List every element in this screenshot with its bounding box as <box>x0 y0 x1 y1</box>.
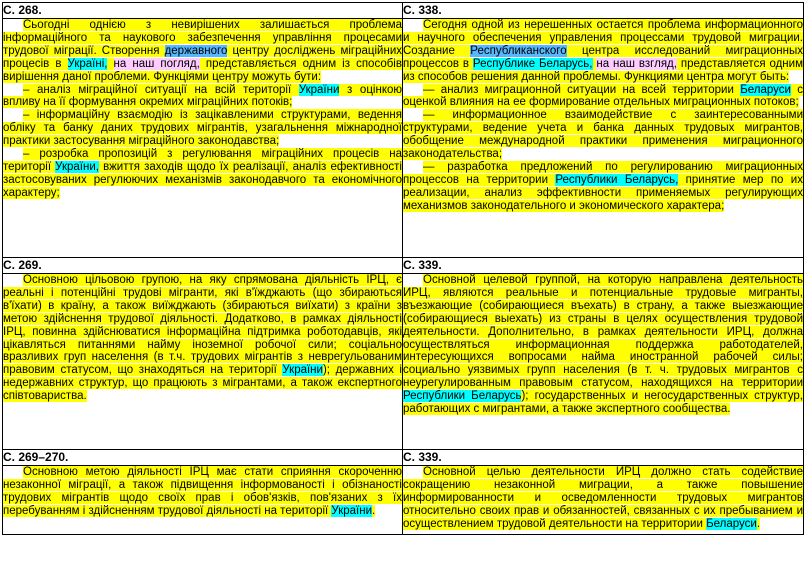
right-page-ref-1: С. 338. <box>403 3 804 19</box>
highlighted-text: ); государственных и негосударственных структур, работающих с мигрантами, а также экспертного сообщества. <box>403 390 803 416</box>
comparison-table <box>2 2 804 535</box>
country-highlight: Беларуси <box>740 83 791 96</box>
highlighted-text: Основной целевой группой, на которую направлена деятельность ИРЦ, являются реальные и потенциальные трудовые мигранты, въезжающие (собирающиеся въехать) в страну, а также выезжающие (собирающиеся выехать) из страны в целях осуществления трудовой деятельности. Дополнительно, в рамках деятельности ИРЦ, должна осуществляться информационная поддержка работодателей, интересующихся вопросами найма иностранной рабочей силы; социально уязвимых групп населения (в т. ч. трудовых мигрантов с неурегулированным правовым статусом, находящихся на территории <box>403 274 803 390</box>
left-page-ref-1: С. 268. <box>3 3 403 19</box>
right-paragraph <box>403 19 803 84</box>
right-paragraph <box>403 274 803 416</box>
highlighted-text: с оценкой влияния на ее формирование отдельных миграционных потоков; <box>403 83 803 109</box>
highlighted-text: — информационное взаимодействие с заинтересованными структурами, ведение учета и банка данных трудовых мигрантов, обобщение международной практики применения миграционного законодательства; <box>403 109 803 161</box>
left-bullet-3 <box>3 148 402 200</box>
highlighted-text: ); державних і недержавних структур, що працюють з мігрантами, а також експертного співтовариства. <box>3 364 402 403</box>
highlighted-text: . <box>756 517 761 530</box>
highlighted-text: з оцінкою впливу на її формування окремих міграційних потоків; <box>3 83 402 109</box>
highlighted-text: представляется одним из способов решения данной проблемы. Функциями центра могут быть: <box>403 57 803 83</box>
text-row-2 <box>3 274 804 450</box>
highlighted-text: . <box>372 504 376 517</box>
left-text-cell-2 <box>3 274 403 450</box>
left-page-ref-2: С. 269. <box>3 258 403 274</box>
highlighted-text: центра исследований миграционных процессов в <box>403 44 803 70</box>
highlighted-text: – аналіз міграційної ситуації на всій території <box>23 83 299 96</box>
text-row-1 <box>3 19 804 258</box>
highlighted-word: державного <box>164 44 228 57</box>
ref-row-3 <box>3 450 804 466</box>
right-page-ref-2: С. 339. <box>403 258 804 274</box>
country-highlight: Україні, <box>67 57 108 70</box>
right-bullet-1 <box>403 84 803 110</box>
highlighted-word: Республиканского <box>470 44 567 57</box>
highlighted-text: — анализ миграционной ситуации на всей территории <box>423 83 741 96</box>
country-highlight: Республики Беларусь <box>403 390 522 403</box>
left-bullet-2 <box>3 109 402 148</box>
country-highlight: Республики Беларусь, <box>555 173 679 186</box>
right-text-cell-2 <box>403 274 804 450</box>
highlighted-text: – розробка пропозицій з регулювання міграційних процесів на території <box>3 148 402 173</box>
phrase-highlight: на наш погляд, <box>113 57 200 70</box>
ref-row-1 <box>3 3 804 19</box>
left-paragraph <box>3 19 402 84</box>
right-text-cell-3 <box>403 466 804 535</box>
left-text-cell-1 <box>3 19 403 258</box>
right-bullet-2 <box>403 109 803 161</box>
country-highlight: України <box>282 364 323 377</box>
highlighted-text: центру досліджень міграційних процесів в <box>3 44 403 70</box>
phrase-highlight: на наш взгляд, <box>596 57 677 70</box>
right-text-cell-1 <box>403 19 804 258</box>
highlighted-text: Сегодня одной из нерешенных остается проблема информационного и научного обеспечения управления процессами трудовой миграции. Создание <box>403 19 803 57</box>
highlighted-text: — разработка предложений по регулированию миграционных процессов на территории <box>403 160 803 186</box>
country-highlight: України, <box>55 160 99 173</box>
right-paragraph <box>403 466 803 531</box>
country-highlight: України <box>298 83 340 96</box>
highlighted-text: принятие мер по их реализации, анализ эффективности применяемых регулирующих механизмов законодательного и экономического характера; <box>403 173 803 212</box>
country-highlight: України <box>331 504 373 517</box>
left-paragraph <box>3 274 402 403</box>
highlighted-text: – інформаційну взаємодію із зацікавленими структурами, ведення обліку та банку даних трудових мігрантів, узагальнення міжнародної практики застосування міграційного законодавства; <box>3 109 402 148</box>
ref-row-2 <box>3 258 804 274</box>
highlighted-text <box>107 58 113 70</box>
highlighted-text: Основною метою діяльності ІРЦ має стати сприяння скороченню незаконної міграції, а також підвищення інформованості і обізнаності трудових мігрантів щодо своїх прав і обов'язків, пов'язаних з їх перебуванням і здійсненням трудової діяльності на території <box>3 466 402 517</box>
country-highlight: Республике Беларусь, <box>472 57 593 70</box>
left-page-ref-3: С. 269–270. <box>3 450 403 466</box>
left-text-cell-3 <box>3 466 403 535</box>
right-bullet-3 <box>403 161 803 213</box>
right-page-ref-3: С. 339. <box>403 450 804 466</box>
highlighted-text: Основною цільовою групою, на яку спрямована діяльність ІРЦ, є реальні і потенційні трудові мігранти, які в'їжджають (що збираються в'їхати) в країну, а також виїжджають (збираються виїхати) з країни з метою здійснення трудової діяльності. Додатково, в рамках діяльності ІРЦ, повинна здійснюватися інформаційна підтримка роботодавців, які цікавляться питаннями найму іноземної робочої сили; соціально вразливих груп населення (в т.ч. трудових мігрантів з неврегульованим правовим статусом, що знаходяться на території <box>3 274 402 377</box>
highlighted-text: Основной целью деятельности ИРЦ должно стать содействие сокращению незаконной миграции, а также повышение информированности и осведомленности трудовых мигрантов относительно своих прав и обязанностей, связанных с их пребыванием и осуществлением трудовой деятельности на территории <box>403 466 803 530</box>
highlighted-text: Сьогодні однією з невирішених залишається проблема інформаційного та наукового забезпечення управління процесами трудової міграції. Створення <box>3 19 402 57</box>
highlighted-text: представляється одним із способів вирішення даної проблеми. Функціями центру можуть бути: <box>3 57 402 83</box>
country-highlight: Беларуси <box>706 517 757 530</box>
highlighted-text: вжиття заходів щодо їх реалізації, аналіз ефективності застосовуваних регулюючих механізмів законодавчого та економічного характеру; <box>3 160 402 199</box>
left-bullet-1 <box>3 84 402 110</box>
text-row-3 <box>3 466 804 535</box>
left-paragraph <box>3 466 402 518</box>
